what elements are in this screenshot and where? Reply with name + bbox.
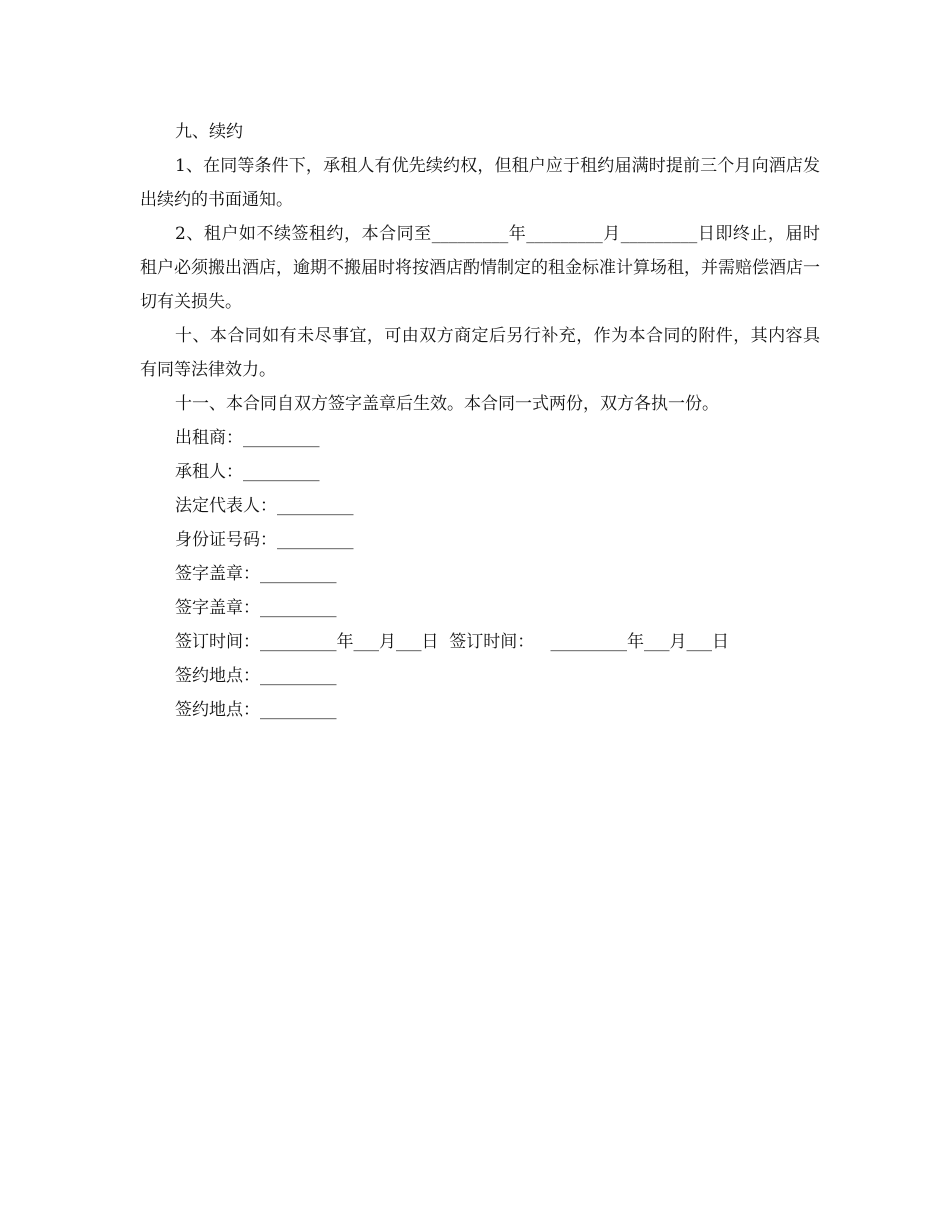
section-9-title: 九、续约 bbox=[175, 122, 243, 142]
seal-line-1: 签字盖章：_________ bbox=[175, 564, 337, 584]
legal-representative-line: 法定代表人：_________ bbox=[175, 496, 354, 516]
seal-line-2: 签字盖章：_________ bbox=[175, 598, 337, 618]
sign-place-line-2: 签约地点：_________ bbox=[175, 700, 337, 720]
section-10: 十、本合同如有未尽事宜，可由双方商定后另行补充，作为本合同的附件，其内容具有同等法律效力。 bbox=[140, 326, 820, 380]
sign-place-line-1: 签约地点：_________ bbox=[175, 666, 337, 686]
sign-time-line: 签订时间：_________年___月___日 签订时间： _________年___月___日 bbox=[175, 632, 730, 652]
lessee-signature-line: 承租人：_________ bbox=[175, 462, 320, 482]
section-9-item-2: 2、租户如不续签租约，本合同至_________年_________月_________日即终止，届时租户必须搬出酒店，逾期不搬届时将按酒店酌情制定的租金标准计算场租，并需赔偿酒店一切有关损失。 bbox=[140, 224, 820, 312]
section-11: 十一、本合同自双方签字盖章后生效。本合同一式两份，双方各执一份。 bbox=[175, 394, 719, 414]
lessor-signature-line: 出租商：_________ bbox=[175, 428, 320, 448]
section-9-item-1: 1、在同等条件下，承租人有优先续约权，但租户应于租约届满时提前三个月向酒店发出续约的书面通知。 bbox=[140, 156, 820, 210]
id-number-line: 身份证号码：_________ bbox=[175, 530, 354, 550]
document-body bbox=[140, 115, 820, 727]
